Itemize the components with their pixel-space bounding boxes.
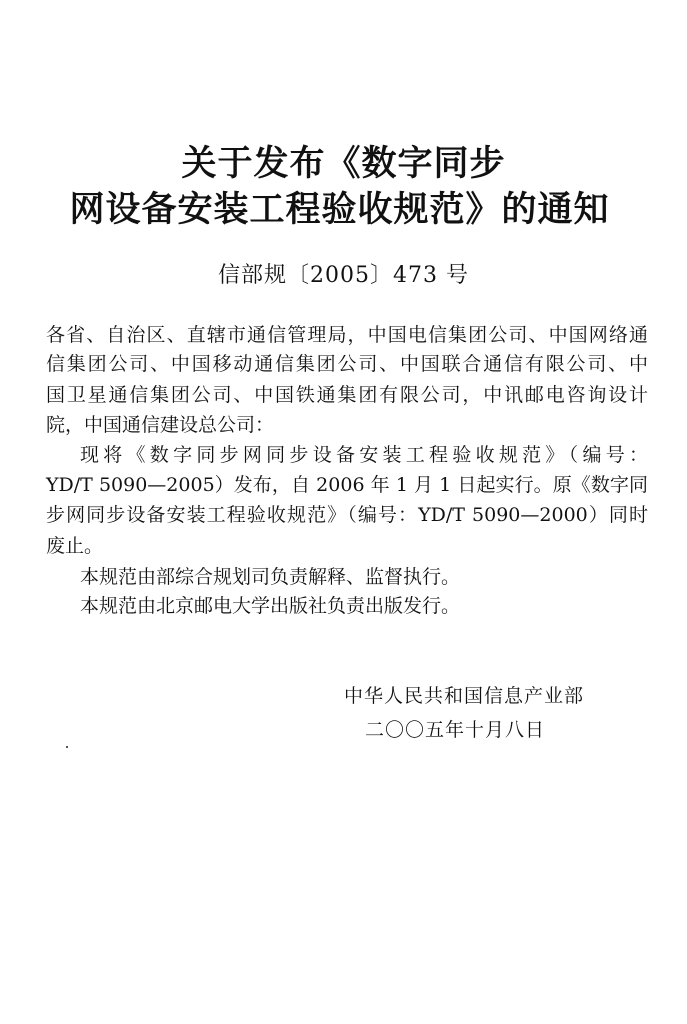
addressee-line-1: 各省、自治区、直辖市通信管理局，中国电信集团公司、中国网络通: [46, 324, 648, 346]
title-line-2: 网设备安装工程验收规范》的通知: [69, 190, 610, 230]
title-line-1: 关于发布《数字同步: [181, 144, 506, 184]
paragraph-2: 本规范由部综合规划司负责解释、监督执行。: [80, 566, 461, 588]
paragraph-1-line-1: 现将《数字同步网同步设备安装工程验收规范》（编号：: [80, 444, 648, 466]
paragraph-1-line-4: 废止。: [46, 535, 104, 557]
addressee-line-2: 信集团公司、中国移动通信集团公司、中国联合通信有限公司、中: [46, 353, 648, 375]
paragraph-1-line-2: YD/T 5090—2005）发布，自 2006 年 1 月 1 日起实行。原《数字同: [46, 474, 648, 496]
scan-speck: [66, 746, 68, 748]
addressee-line-3: 国卫星通信集团公司、中国铁通集团有限公司，中讯邮电咨询设计: [46, 384, 648, 406]
paragraph-3: 本规范由北京邮电大学出版社负责出版发行。: [80, 595, 461, 617]
addressee-line-4: 院，中国通信建设总公司：: [46, 414, 275, 436]
paragraph-1-line-3: 步网同步设备安装工程验收规范》（编号：YD/T 5090—2000）同时: [46, 504, 648, 526]
document-number: 信部规〔2005〕473 号: [218, 263, 469, 288]
issuer-signature: 中华人民共和国信息产业部: [344, 685, 585, 707]
issue-date: 二〇〇五年十月八日: [365, 719, 546, 741]
